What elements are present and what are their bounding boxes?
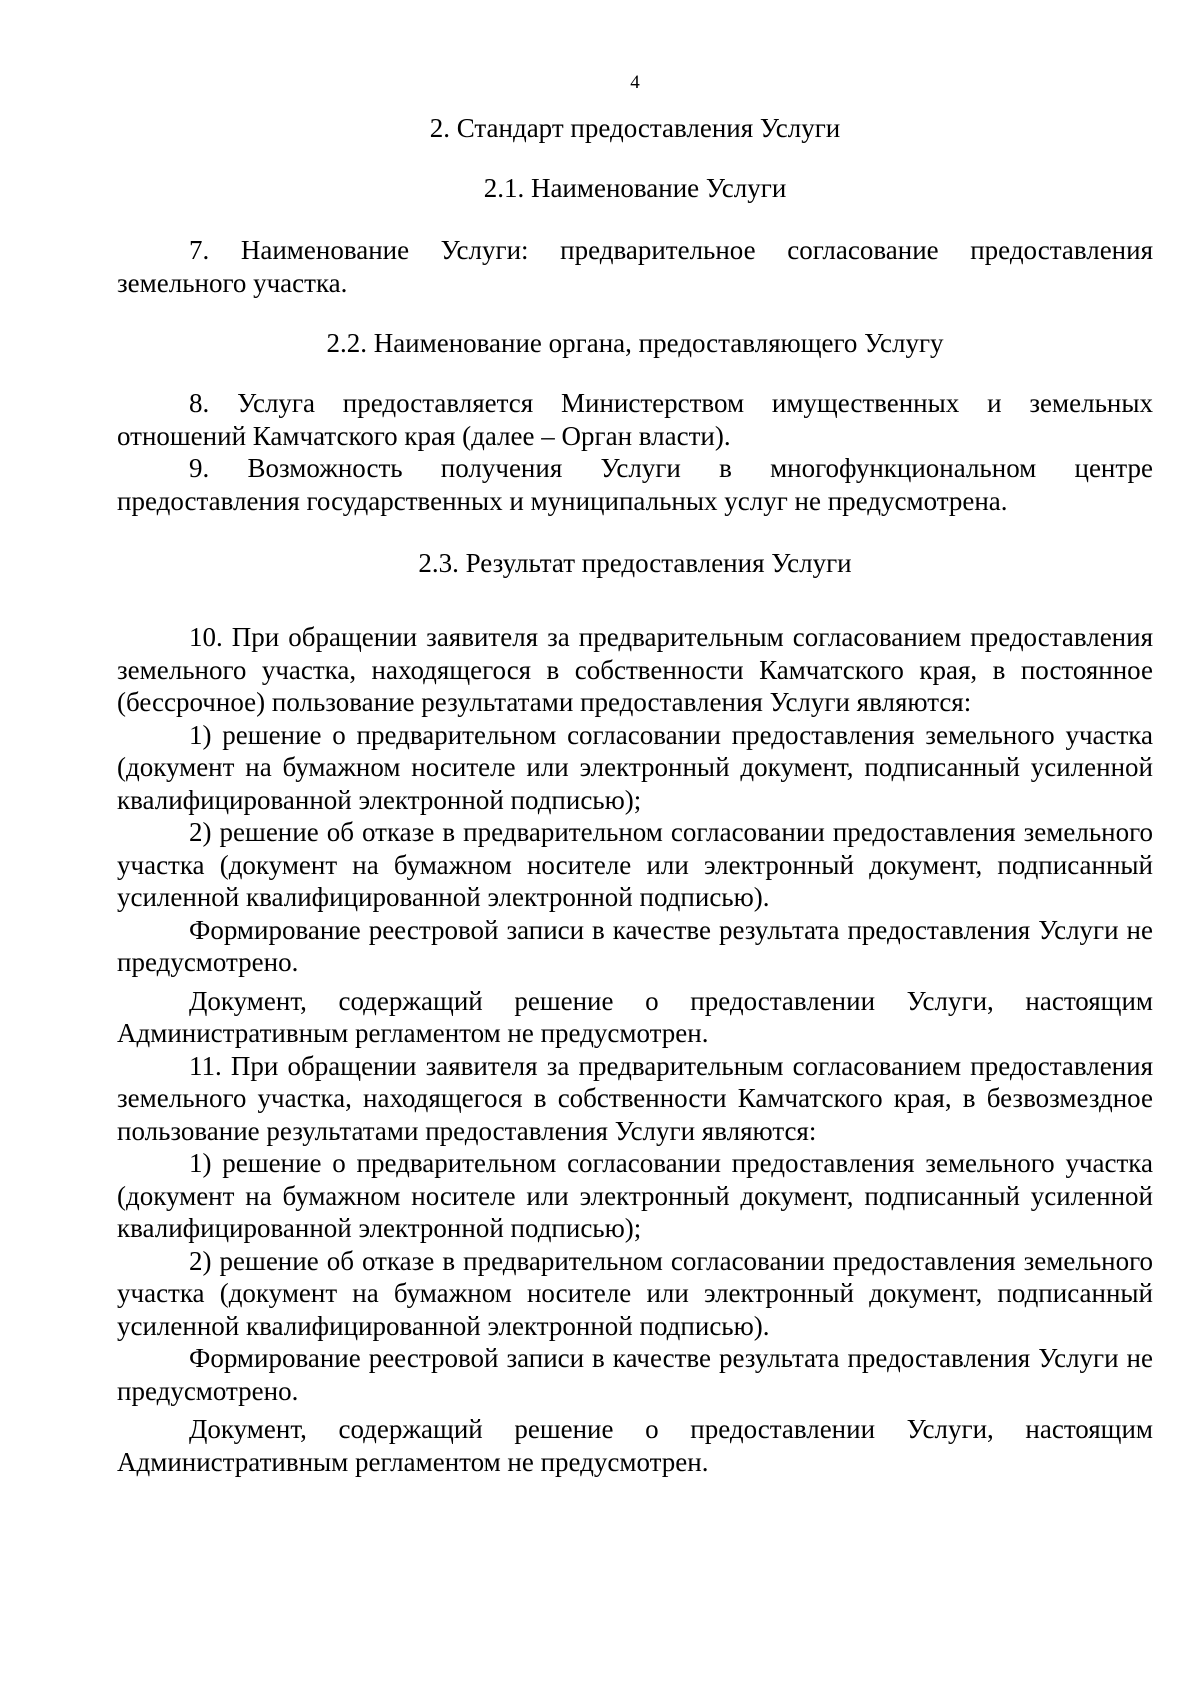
paragraph-10-item-2: 2) решение об отказе в предварительном согласовании предоставления земельного участка (документ на бумажном носителе или электронный документ, подписанный усиленной квалифицированной электронной подписью). (117, 817, 1153, 912)
paragraph-10-document-note: Документ, содержащий решение о предоставлении Услуги, настоящим Административным регламентом не предусмотрен. (117, 985, 1153, 1048)
paragraph-11: 11. При обращении заявителя за предварительным согласованием предоставления земельного участка, находящегося в собственности Камчатского края, в безвозмездное пользование результатами предоставления Услуги являются: (117, 1050, 1153, 1146)
paragraph-9: 9. Возможность получения Услуги в многофункциональном центре предоставления государственных и муниципальных услуг не предусмотрена. (117, 453, 1153, 516)
paragraph-11-registry-note: Формирование реестровой записи в качестве результата предоставления Услуги не предусмотрено. (117, 1343, 1153, 1406)
subsection-title-2-1: 2.1. Наименование Услуги (483, 173, 787, 203)
paragraph-8: 8. Услуга предоставляется Министерством имущественных и земельных отношений Камчатского края (далее – Орган власти). (117, 388, 1153, 451)
paragraph-7: 7. Наименование Услуги: предварительное согласование предоставления земельного участка. (117, 235, 1153, 298)
paragraph-11-item-2: 2) решение об отказе в предварительном согласовании предоставления земельного участка (документ на бумажном носителе или электронный документ, подписанный усиленной квалифицированной электронной подписью). (117, 1245, 1153, 1341)
document-page (117, 0, 1153, 1478)
subsection-title-2-3: 2.3. Результат предоставления Услуги (418, 548, 852, 578)
section-title: 2. Стандарт предоставления Услуги (429, 113, 841, 143)
paragraph-10-item-1: 1) решение о предварительном согласовании предоставления земельного участка (документ на бумажном носителе или электронный документ, подписанный усиленной квалифицированной электронной подписью); (117, 719, 1153, 815)
subsection-title-2-2: 2.2. Наименование органа, предоставляющего Услугу (326, 328, 944, 358)
paragraph-11-document-note: Документ, содержащий решение о предоставлении Услуги, настоящим Административным регламентом не предусмотрен. (117, 1414, 1153, 1477)
paragraph-11-item-1: 1) решение о предварительном согласовании предоставления земельного участка (документ на бумажном носителе или электронный документ, подписанный усиленной квалифицированной электронной подписью); (117, 1148, 1153, 1243)
page-number: 4 (630, 72, 640, 93)
paragraph-10: 10. При обращении заявителя за предварительным согласованием предоставления земельного участка, находящегося в собственности Камчатского края, в постоянное (бессрочное) пользование результатами предоставления Услуги являются: (117, 622, 1153, 717)
paragraph-10-registry-note: Формирование реестровой записи в качестве результата предоставления Услуги не предусмотрено. (117, 914, 1153, 977)
